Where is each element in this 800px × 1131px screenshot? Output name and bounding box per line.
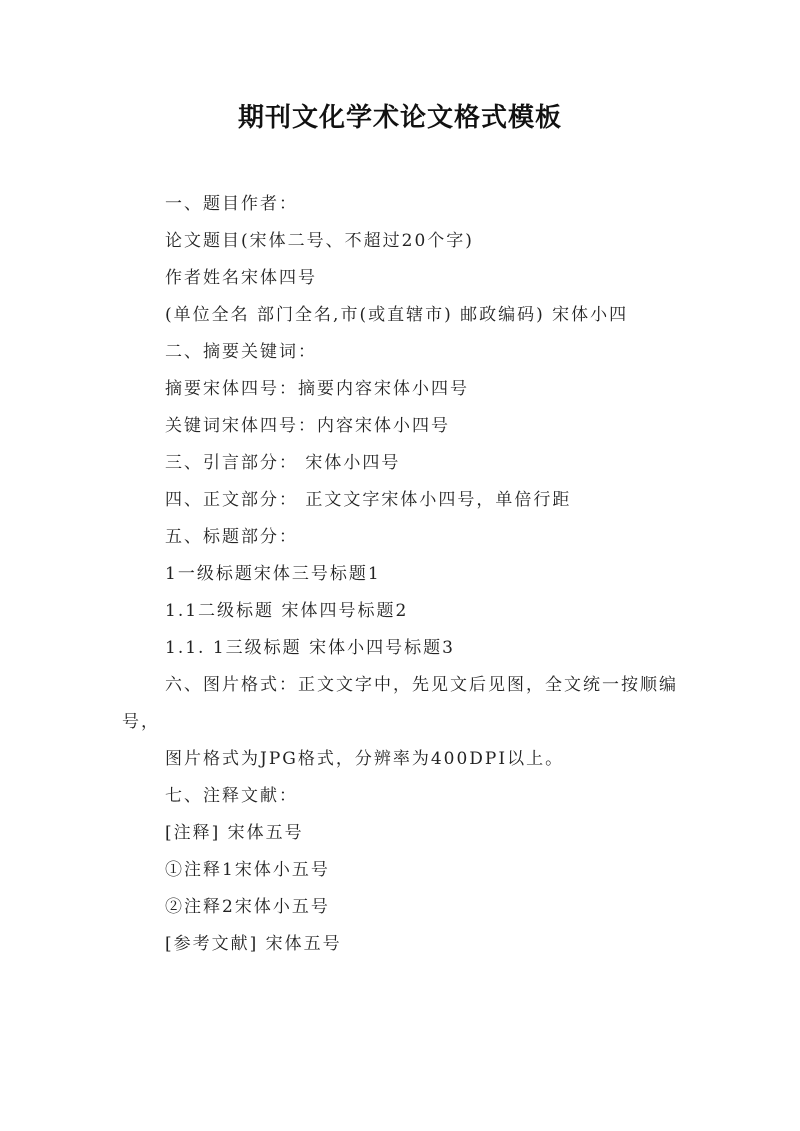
paragraph-section-3-heading: 三、引言部分： 宋体小四号: [165, 453, 401, 473]
paragraph-abstract-spec: 摘要宋体四号：摘要内容宋体小四号: [165, 379, 469, 399]
document-body: [122, 186, 684, 963]
paragraph-heading-level-3: 1.1. 1三级标题 宋体小四号标题3: [165, 638, 455, 658]
document-title: 期刊文化学术论文格式模板: [237, 103, 562, 133]
paragraph-keywords-spec: 关键词宋体四号：内容宋体小四号: [165, 416, 450, 436]
paragraph-image-format-spec: 图片格式为JPG格式，分辨率为400DPI以上。: [165, 749, 565, 769]
paragraph-section-1-heading: 一、题目作者：: [165, 194, 298, 214]
paragraph-paper-title-spec: 论文题目(宋体二号、不超过20个字): [165, 231, 474, 251]
paragraph-section-5-heading: 五、标题部分：: [165, 527, 298, 547]
paragraph-heading-level-1: 1一级标题宋体三号标题1: [165, 564, 381, 584]
paragraph-section-6-heading: 六、图片格式：正文文字中，先见文后见图，全文统一按顺编号，: [122, 675, 678, 732]
paragraph-section-7-heading: 七、注释文献：: [165, 786, 298, 806]
paragraph-note-1: ①注释1宋体小五号: [165, 860, 330, 880]
paragraph-section-2-heading: 二、摘要关键词：: [165, 342, 317, 362]
paragraph-author-spec: 作者姓名宋体四号: [165, 268, 317, 288]
paragraph-heading-level-2: 1.1二级标题 宋体四号标题2: [165, 601, 409, 621]
paragraph-notes-label: [注释] 宋体五号: [165, 823, 304, 843]
paragraph-section-4-heading: 四、正文部分： 正文文字宋体小四号，单倍行距: [165, 490, 572, 510]
paragraph-references-label: [参考文献] 宋体五号: [165, 934, 342, 954]
paragraph-note-2: ②注释2宋体小五号: [165, 897, 330, 917]
paragraph-affiliation-spec: (单位全名 部门全名,市(或直辖市) 邮政编码) 宋体小四: [165, 305, 629, 325]
